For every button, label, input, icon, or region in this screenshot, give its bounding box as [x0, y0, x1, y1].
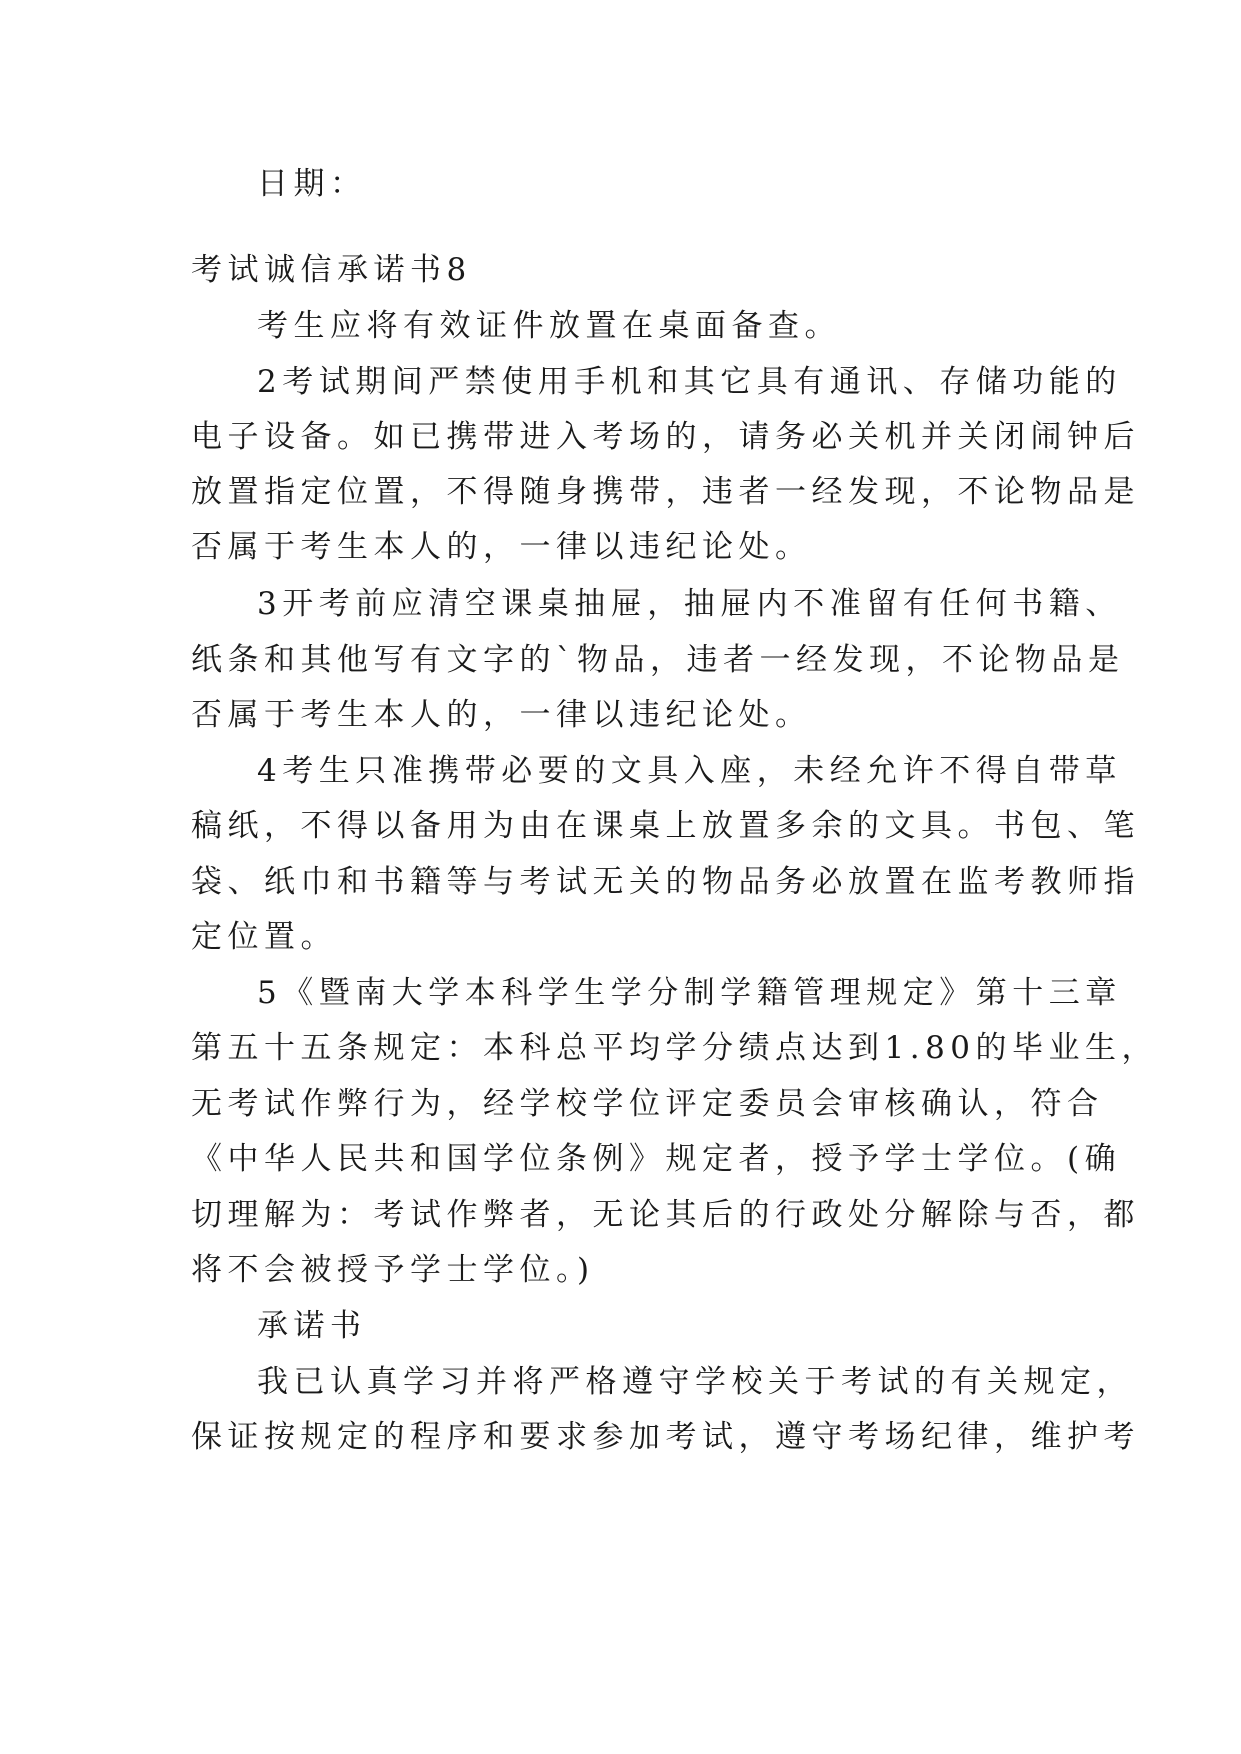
- paragraph-line: 将不会被授予学士学位。): [191, 1252, 595, 1288]
- paragraph-line: 保证按规定的程序和要求参加考试，遵守考场纪律，维护考: [191, 1419, 1140, 1455]
- paragraph-line: 否属于考生本人的，一律以违纪论处。: [191, 529, 812, 565]
- paragraph-line: 4考生只准携带必要的文具入座，未经允许不得自带草: [257, 753, 1122, 789]
- paragraph-line: 3开考前应清空课桌抽屉，抽屉内不准留有任何书籍、: [257, 586, 1122, 622]
- paragraph-line: 纸条和其他写有文字的`物品，违者一经发现，不论物品是: [191, 642, 1125, 678]
- section-title: 考试诚信承诺书8: [191, 252, 472, 288]
- paragraph-line: 切理解为：考试作弊者，无论其后的行政处分解除与否，都: [191, 1197, 1140, 1233]
- paragraph-line: 我已认真学习并将严格遵守学校关于考试的有关规定，: [257, 1364, 1133, 1400]
- paragraph-line: 电子设备。如已携带进入考场的，请务必关机并关闭闹钟后: [191, 419, 1140, 455]
- paragraph-line: 袋、纸巾和书籍等与考试无关的物品务必放置在监考教师指: [191, 864, 1140, 900]
- paragraph-line: 2考试期间严禁使用手机和其它具有通讯、存储功能的: [257, 364, 1122, 400]
- paragraph-line: 定位置。: [191, 919, 337, 955]
- paragraph-line: 无考试作弊行为，经学校学位评定委员会审核确认，符合: [191, 1086, 1104, 1122]
- paragraph-line: 否属于考生本人的，一律以违纪论处。: [191, 697, 812, 733]
- paragraph-line: 考生应将有效证件放置在桌面备查。: [257, 308, 841, 344]
- paragraph-line: 第五十五条规定：本科总平均学分绩点达到1.80的毕业生，: [191, 1030, 1159, 1066]
- date-label: 日期：: [257, 166, 367, 202]
- paragraph-line: 放置指定位置，不得随身携带，违者一经发现，不论物品是: [191, 474, 1140, 510]
- pledge-heading: 承诺书: [257, 1308, 367, 1344]
- paragraph-line: 《中华人民共和国学位条例》规定者，授予学士学位。(确: [191, 1141, 1122, 1177]
- paragraph-line: 5《暨南大学本科学生学分制学籍管理规定》第十三章: [257, 975, 1122, 1011]
- paragraph-line: 稿纸，不得以备用为由在课桌上放置多余的文具。书包、笔: [191, 808, 1140, 844]
